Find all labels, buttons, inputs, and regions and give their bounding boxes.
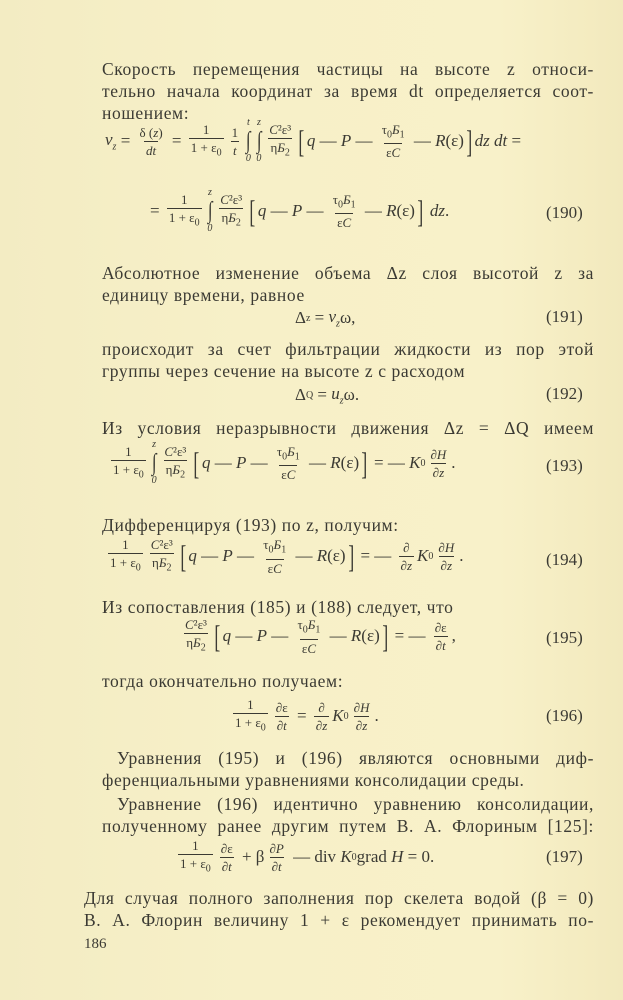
equation-197: $\frac{1}{1 + \varepsilon_0}$ $\frac{\partial\varepsilon}{\partial t}$ + β $\frac{\partial P}{\partial t}$ — div K 0 grad H = 0. [180, 838, 435, 875]
text-line: В. А. Флорин величину 1 + ε рекомендует принимать по- [84, 910, 594, 930]
text-line: полученному ранее другим путем В. А. Флориным [125]: [102, 816, 594, 836]
text-line: Абсолютное изменение объема Δz слоя высотой z за [102, 263, 594, 283]
equation-191: Δ z = $v_z$ ω, [295, 307, 356, 330]
equation-number: (191) [546, 307, 583, 326]
text-line: ношением: [102, 103, 190, 123]
text-line: группы через сечение на высоте z с расходом [102, 361, 466, 381]
equation-190-part1: $v_z$ = $\frac{\delta (z)}{dt}$ = $\frac{1}{1 + \varepsilon_0}$ $\frac{1}{t}$ t ∫ 0 z ∫ 0 $\frac{\text{C²ε³}}{\eta Б_2}$ [ q — P — $\frac{\tau_0Б_1}{\varepsilon C}$ — R (ε) ] dz dt = [105, 117, 522, 164]
text-line: Из сопоставления (185) и (188) следует, что [102, 597, 454, 617]
text-line: Уравнения (195) и (196) являются основными диф- [117, 748, 594, 768]
text-line: Дифференцируя (193) по z, получим: [102, 515, 399, 535]
equation-193: $\frac{1}{1 + \varepsilon_0}$ z ∫ 0 $\frac{\text{C²ε³}}{\eta Б_2}$ [ q — P — $\frac{\tau_0Б_1}{\varepsilon C}$ — R (ε) ] = — K 0 $\frac{\partial H}{\partial z}$ . [113, 439, 456, 486]
text-line: Для случая полного заполнения пор скелета водой (β = 0) [84, 888, 594, 908]
equation-number: (197) [546, 847, 583, 866]
text-line: единицу времени, равное [102, 285, 305, 305]
text-line: происходит за счет фильтрации жидкости из пор этой [102, 339, 594, 359]
equation-number: (195) [546, 628, 583, 647]
text-line: Скорость перемещения частицы на высоте z относи- [102, 59, 594, 79]
text-line: тельно начала координат за время dt определяется соот- [102, 81, 594, 101]
equation-number: (193) [546, 456, 583, 475]
equation-number: (196) [546, 706, 583, 725]
equation-number: (194) [546, 550, 583, 569]
text-line: ференциальными уравнениями консолидации среды. [102, 770, 525, 790]
equation-196: $\frac{1}{1 + \varepsilon_0}$ $\frac{\partial\varepsilon}{\partial t}$ = $\frac{\partial}{\partial z}$ K 0 $\frac{\partial H}{\partial z}$ . [235, 697, 379, 734]
equation-192: Δ Q = $u_z$ ω. [295, 384, 360, 407]
equation-194: $\frac{1}{1 + \varepsilon_0}$ $\frac{\text{C²ε³}}{\eta Б_2}$ [ q — P — $\frac{\tau_0Б_1}{\varepsilon C}$ — R (ε) ] = — $\frac{\partial}{\partial z}$ K 0 $\frac{\partial H}{\partial z}$ . [110, 537, 464, 576]
text-line: тогда окончательно получаем: [102, 671, 344, 691]
text-line: Уравнение (196) идентично уравнению консолидации, [117, 794, 594, 814]
equation-number: (190) [546, 203, 583, 222]
equation-195: $\frac{\text{C²ε³}}{\eta Б_2}$ [ q — P — $\frac{\tau_0Б_1}{\varepsilon C}$ — R (ε) ] = — $\frac{\partial\varepsilon}{\partial t}$ , [185, 617, 456, 656]
text-line: Из условия неразрывности движения Δz = ΔQ имеем [102, 418, 594, 438]
equation-190-part2: = $\frac{1}{1 + \varepsilon_0}$ z ∫ 0 $\frac{\text{C²ε³}}{\eta Б_2}$ [ q — P — $\frac{\tau_0Б_1}{\varepsilon C}$ — R (ε) ] dz . [150, 187, 450, 234]
page-number: 186 [84, 936, 107, 952]
equation-number: (192) [546, 384, 583, 403]
